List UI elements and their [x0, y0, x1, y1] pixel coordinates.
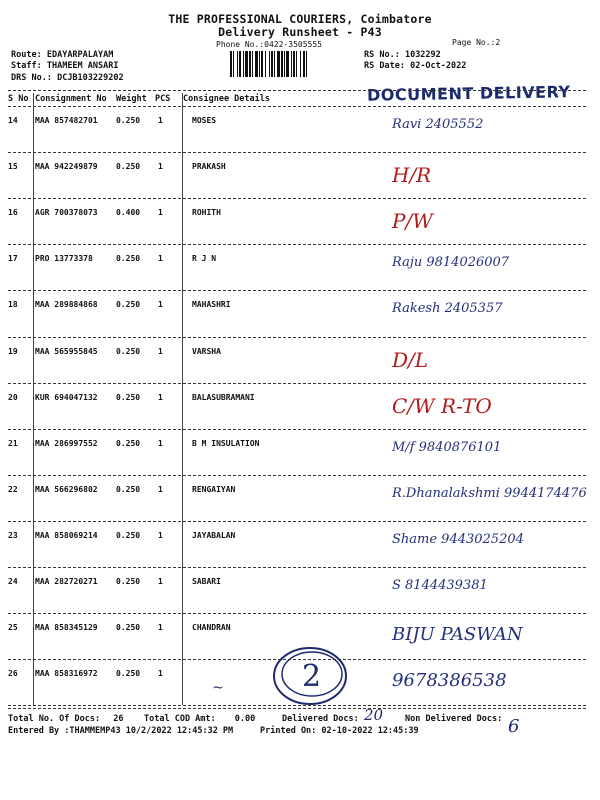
sheet-title: Delivery Runsheet - P43 — [218, 25, 382, 39]
row-weight: 0.250 — [116, 346, 141, 356]
row-pcs: 1 — [158, 392, 163, 402]
row-consignment-no: MAA 286997552 — [35, 438, 98, 448]
non-delivered-docs-label: Non Delivered Docs: — [405, 714, 503, 724]
drs-line — [11, 73, 124, 83]
barcode — [230, 51, 355, 77]
row-consignee: ROHITH — [192, 208, 221, 218]
row-consignment-no: MAA 858345129 — [35, 623, 98, 633]
col-header-consignment: Consignment No — [35, 94, 107, 104]
row-receiver-signature: M/f 9840876101 — [392, 439, 502, 455]
row-sno: 21 — [8, 438, 18, 448]
rs-number-label: RS No.: — [364, 50, 400, 60]
row-consignee: MOSES — [192, 116, 217, 125]
row-sno: 14 — [8, 116, 18, 125]
delivered-docs-value: 20 — [364, 706, 384, 724]
row-weight: 0.250 — [116, 577, 141, 586]
row-weight: 0.250 — [116, 392, 141, 402]
route-label: Route: — [11, 50, 42, 60]
row-consignment-no: MAA 942249879 — [35, 162, 98, 172]
total-docs — [8, 714, 124, 724]
col-header-weight: Weight — [116, 94, 147, 104]
row-receiver-signature: D/L — [392, 347, 429, 372]
row-weight: 0.250 — [116, 116, 141, 125]
row-receiver-signature: BIJU PASWAN — [392, 624, 523, 646]
row-consignee: R J N — [192, 254, 217, 264]
col-header-consignee: Consignee Details — [183, 94, 270, 104]
total-cod — [144, 714, 255, 724]
row-divider — [8, 613, 586, 614]
row-consignee: B M INSULATION — [192, 438, 260, 448]
row-pcs: 1 — [158, 484, 163, 494]
row-pcs: 1 — [158, 577, 163, 586]
row-consignee: VARSHA — [192, 346, 221, 356]
row-consignee: CHANDRAN — [192, 623, 231, 633]
rs-number-value: 1032292 — [404, 50, 441, 60]
non-delivered-docs-value: 6 — [508, 716, 520, 737]
delivered-docs — [282, 714, 359, 724]
row-weight: 0.400 — [116, 208, 141, 218]
rs-date-line — [364, 61, 466, 71]
row-pcs: 1 — [158, 530, 163, 540]
row-consignment-no: KUR 694047132 — [35, 392, 98, 402]
row-consignment-no: MAA 282720271 — [35, 577, 98, 586]
row-receiver-signature: R.Dhanalakshmi 9944174476 — [392, 485, 587, 501]
row-pcs: 1 — [158, 254, 163, 264]
row-receiver-signature: C/W R-TO — [392, 393, 492, 418]
circled-number-mark — [268, 640, 358, 710]
row-receiver-signature: Raju 9814026007 — [392, 255, 510, 271]
delivered-docs-label: Delivered Docs: — [282, 714, 359, 724]
row-receiver-signature: H/R — [392, 163, 432, 188]
row-sno: 22 — [8, 484, 18, 494]
row-divider — [8, 521, 586, 522]
entered-by: Entered By :THAMMEMP43 10/2/2022 12:45:32 PM — [8, 726, 234, 736]
route-line — [11, 50, 113, 60]
row-consignee: PRAKASH — [192, 162, 226, 172]
row-consignee: JAYABALAN — [192, 530, 236, 540]
drs-value: DCJB103229202 — [57, 73, 124, 83]
row-weight: 0.250 — [116, 484, 141, 494]
row-pcs: 1 — [158, 208, 163, 218]
row-consignee: MAHASHRI — [192, 300, 231, 310]
row-sno: 23 — [8, 530, 18, 540]
row-receiver-signature: S 8144439381 — [392, 578, 488, 593]
circled-number: 2 — [302, 659, 322, 694]
col-header-sno: S No — [8, 94, 29, 104]
row-pcs: 1 — [158, 438, 163, 448]
row-consignee: SABARI — [192, 577, 221, 586]
row-divider — [8, 337, 586, 338]
row-divider — [8, 429, 586, 430]
row-receiver-signature: Rakesh 2405357 — [392, 301, 503, 317]
header-bottom-rule — [8, 106, 586, 107]
row-consignment-no: MAA 857482701 — [35, 116, 98, 125]
row-pcs: 1 — [158, 346, 163, 356]
row-pcs: 1 — [158, 162, 163, 172]
row-weight: 0.250 — [116, 438, 141, 448]
header-top-rule — [8, 90, 586, 91]
row-consignee: RENGAIYAN — [192, 484, 236, 494]
printed-on: Printed On: 02-10-2022 12:45:39 — [260, 726, 419, 736]
row-consignment-no: MAA 289884868 — [35, 300, 98, 310]
route-value: EDAYARPALAYAM — [46, 50, 114, 60]
barcode-bar — [307, 51, 308, 77]
row-weight: 0.250 — [116, 669, 141, 679]
rs-date-value: 02-Oct-2022 — [410, 61, 467, 71]
row-sno: 26 — [8, 669, 18, 679]
row-weight: 0.250 — [116, 623, 141, 633]
row-divider — [8, 475, 586, 476]
row-sno: 25 — [8, 623, 18, 633]
company-title: THE PROFESSIONAL COURIERS, Coimbatore — [168, 12, 432, 26]
row-consignment-no: MAA 566296802 — [35, 484, 98, 494]
row-weight: 0.250 — [116, 254, 141, 264]
row-divider — [8, 290, 586, 291]
row-receiver-signature: P/W — [392, 209, 433, 234]
row-consignee: BALASUBRAMANI — [192, 392, 255, 402]
row-divider — [8, 198, 586, 199]
row-weight: 0.250 — [116, 162, 141, 172]
total-cod-value: 0.00 — [234, 714, 256, 724]
row-receiver-signature: Ravi 2405552 — [392, 117, 484, 132]
rs-date-label: RS Date: — [364, 61, 405, 71]
rs-number-line — [364, 50, 441, 60]
page-number: Page No.:2 — [452, 38, 501, 47]
row-weight: 0.250 — [116, 300, 141, 310]
row-sno: 15 — [8, 162, 18, 172]
non-delivered-docs — [405, 714, 502, 724]
row-sno: 20 — [8, 392, 18, 402]
row-divider — [8, 567, 586, 568]
row-consignment-no: MAA 858316972 — [35, 669, 98, 679]
document-delivery-stamp: DOCUMENT DELIVERY — [366, 82, 571, 105]
total-docs-label: Total No. Of Docs: — [8, 714, 101, 724]
row-consignment-no: MAA 858069214 — [35, 530, 98, 540]
phone-number: Phone No.:0422-3505555 — [216, 40, 322, 49]
row-consignment-no: MAA 565955845 — [35, 346, 98, 356]
col-header-pcs: PCS — [155, 94, 171, 104]
row-divider — [8, 244, 586, 245]
drs-label: DRS No.: — [11, 73, 52, 83]
row-sno: 19 — [8, 346, 18, 356]
row-receiver-signature: Shame 9443025204 — [392, 531, 524, 547]
row-consignment-no: AGR 700378073 — [35, 208, 98, 218]
total-docs-value: 26 — [113, 714, 124, 724]
staff-value: THAMEEM ANSARI — [46, 61, 119, 71]
row-divider — [8, 383, 586, 384]
row-pcs: 1 — [158, 623, 163, 633]
staff-line — [11, 61, 119, 71]
row-pcs: 1 — [158, 300, 163, 310]
row-divider — [8, 152, 586, 153]
footer-rule — [8, 708, 586, 709]
row-consignment-no: PRO 13773378 — [35, 254, 93, 264]
row26-initial-mark: ~ — [212, 680, 224, 696]
row-sno: 18 — [8, 300, 18, 310]
row-receiver-signature: 9678386538 — [392, 670, 507, 692]
row-sno: 24 — [8, 577, 18, 586]
row-pcs: 1 — [158, 669, 163, 679]
staff-label: Staff: — [11, 61, 42, 71]
row-sno: 16 — [8, 208, 18, 218]
row-sno: 17 — [8, 254, 18, 264]
row-pcs: 1 — [158, 116, 163, 125]
row-weight: 0.250 — [116, 530, 141, 540]
total-cod-label: Total COD Amt: — [144, 714, 216, 724]
